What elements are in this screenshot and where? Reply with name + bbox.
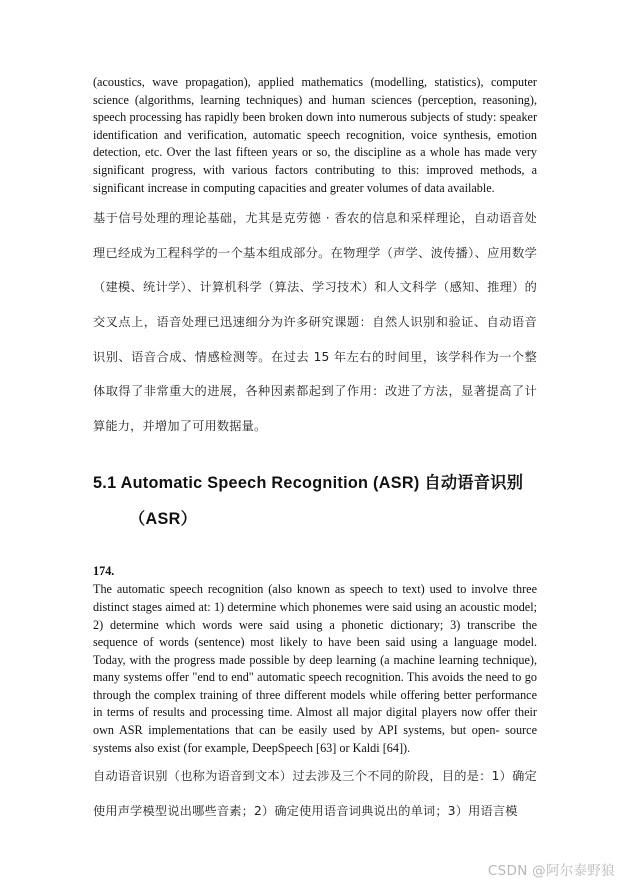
paragraph-174-english: The automatic speech recognition (also known as speech to text) used to involve three distinct stages aimed at: 1) determine which phonemes were said using an acoustic model; 2) determine which words were said using a phonetic dictionary; 3) transcribe the sequence of words (sentence) most likely to have been said using a language model. Today, with the progress made possible by deep learning (a machine learning technique), many systems offer "end to end" automatic speech recognition. This avoids the need to go through the complex training of three different models while offering better performance in terms of results and processing time. Almost all major digital players now offer their own ASR implementations that can be easily used by API systems, but open- source systems also exist (for example, DeepSpeech [63] or Kaldi [64]).	[93, 582, 537, 755]
csdn-watermark: CSDN @阿尔泰野狼	[487, 863, 615, 879]
paragraph-174-chinese: 自动语音识别（也称为语音到文本）过去涉及三个不同的阶段，目的是：1）确定使用声学模型说出哪些音素；2）确定使用语音词典说出的单词；3）用语言模	[93, 769, 537, 818]
section-heading	[93, 465, 537, 537]
intro-english-paragraph: (acoustics, wave propagation), applied mathematics (modelling, statistics), computer science (algorithms, learning techniques) and human sciences (perception, reasoning), speech processing has rapidly been broken down into numerous subjects of study: speaker identification and verification, automatic speech recognition, voice synthesis, emotion detection, etc. Over the last fifteen years or so, the discipline as a whole has made very significant progress, with various factors contributing to this: improved methods, a significant increase in computing capacities and greater volumes of data available.	[93, 75, 537, 195]
section-title-english: Automatic Speech Recognition (ASR)	[120, 474, 420, 493]
section-title-continuation: （ASR）	[129, 510, 198, 529]
intro-chinese-paragraph: 基于信号处理的理论基础，尤其是克劳德 · 香农的信息和采样理论，自动语音处理已经成为工程科学的一个基本组成部分。在物理学（声学、波传播）、应用数学（建模、统计学）、计算机科学（算法、学习技术）和人文科学（感知、推理）的交叉点上，语音处理已迅速细分为许多研究课题：自然人识别和验证、自动语音识别、语音合成、情感检测等。在过去 15 年左右的时间里，该学科作为一个整体取得了非常重大的进展，各种因素都起到了作用：改进了方法，显著提高了计算能力，并增加了可用数据量。	[93, 211, 537, 433]
document-page	[93, 74, 537, 828]
section-number: 5.1	[93, 474, 117, 493]
section-title-chinese: 自动语音识别	[424, 474, 524, 493]
paragraph-number: 174.	[93, 564, 115, 579]
